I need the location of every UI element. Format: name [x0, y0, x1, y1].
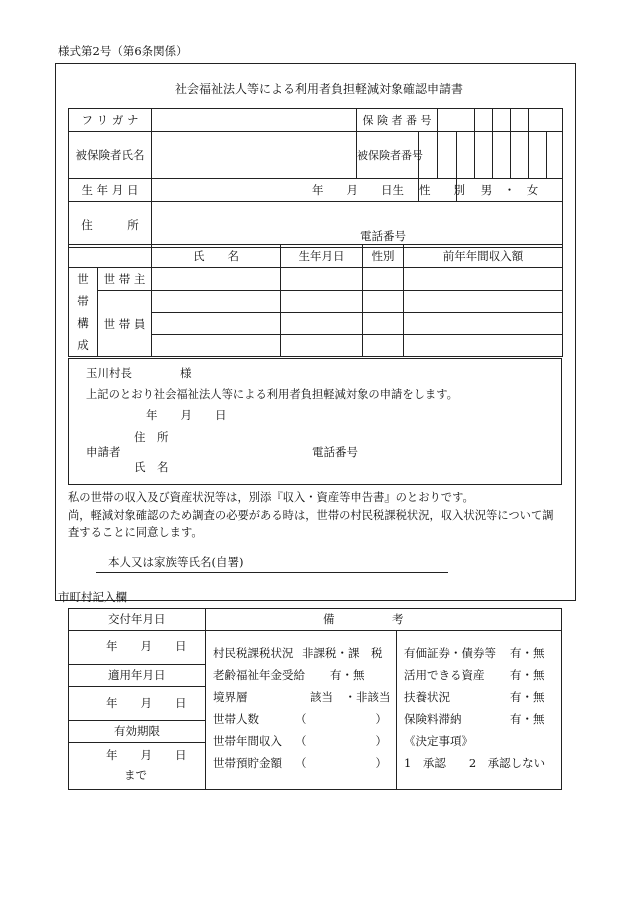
- addressee: 玉川村長: [86, 366, 132, 380]
- member-dob[interactable]: [281, 335, 363, 357]
- insured-info-table: [68, 108, 563, 248]
- municipal-heading: 市町村記入欄: [58, 590, 127, 604]
- consent-paragraph-2a: 尚，軽減対象確認のため調査の必要がある時は，世帯の村民税課税状況，収入状況等について調: [68, 509, 554, 522]
- household-head-dob[interactable]: [281, 268, 363, 291]
- applicant-phone-label: 電話番号: [312, 445, 358, 459]
- valid-period-field[interactable]: 年 月 日: [106, 748, 187, 762]
- insured-name-label: 被保険者氏名: [69, 132, 152, 179]
- addressee-honorific: 様: [180, 366, 192, 380]
- date-row-line: [68, 686, 205, 687]
- remark-right-value[interactable]: 有・無: [510, 690, 545, 704]
- application-date[interactable]: 年 月 日: [146, 408, 227, 422]
- remark-left-value[interactable]: 非課税・課 税: [302, 646, 383, 660]
- remarks-heading: 備 考: [323, 612, 404, 626]
- sex-field[interactable]: 男 ・ 女: [457, 179, 563, 202]
- household-head-name[interactable]: [152, 268, 281, 291]
- remark-left-value[interactable]: （ ）: [295, 712, 387, 726]
- insurer-number-field[interactable]: [438, 109, 475, 132]
- insurer-digit[interactable]: [493, 109, 511, 132]
- consent-paragraph-1: 私の世帯の収入及び資産状況等は，別添『収入・資産等申告書』のとおりです。: [68, 491, 474, 504]
- insured-name-field[interactable]: [152, 132, 357, 179]
- member-sex[interactable]: [363, 291, 404, 313]
- insured-digit[interactable]: [547, 132, 563, 179]
- col-income: 前年年間収入額: [404, 245, 563, 268]
- dob-field[interactable]: 年 月 日生: [152, 179, 419, 202]
- household-head-label: 世 帯 主: [98, 268, 152, 291]
- issue-date-field[interactable]: 年 月 日: [106, 639, 187, 653]
- insured-digit[interactable]: [493, 132, 511, 179]
- col-dob: 生年月日: [281, 245, 363, 268]
- applicant-address-label: 住 所: [134, 430, 169, 444]
- application-statement: 上記のとおり社会福祉法人等による利用者負担軽減対象の申請をします。: [86, 388, 458, 401]
- col-sex: 性別: [363, 245, 404, 268]
- sex-label: 性 別: [419, 179, 457, 202]
- remark-left-label: 境界層: [213, 690, 248, 704]
- remark-right-value[interactable]: 有・無: [510, 668, 545, 682]
- remark-left-label: 世帯年間収入: [213, 734, 282, 748]
- valid-period-label: 有効期限: [114, 724, 160, 738]
- remark-left-label: 老齢福祉年金受給: [213, 668, 305, 682]
- remark-right-label: 活用できる資産: [404, 668, 485, 682]
- member-sex[interactable]: [363, 313, 404, 335]
- address-field[interactable]: [152, 202, 563, 248]
- applicant-name-label: 氏 名: [134, 460, 169, 474]
- municipal-divider: [205, 608, 206, 790]
- applicant-label: 申請者: [86, 445, 121, 459]
- form-title: 社会福祉法人等による利用者負担軽減対象確認申請書: [175, 82, 464, 96]
- remark-left-value[interactable]: （ ）: [295, 756, 387, 770]
- date-row-line: [68, 664, 205, 665]
- insurer-digit[interactable]: [475, 109, 493, 132]
- household-head-sex[interactable]: [363, 268, 404, 291]
- member-dob[interactable]: [281, 291, 363, 313]
- until-label: まで: [124, 768, 147, 782]
- remark-left-label: 村民税課税状況: [213, 646, 294, 660]
- consent-paragraph-2b: 査することに同意します。: [68, 526, 203, 539]
- address-label: 住 所: [69, 202, 152, 248]
- household-member-label: 世 帯 員: [98, 291, 152, 357]
- insured-digit[interactable]: [529, 132, 547, 179]
- member-name[interactable]: [152, 335, 281, 357]
- signature-label: 本人又は家族等氏名(自署): [108, 555, 244, 569]
- remark-left-value[interactable]: 有・無: [330, 668, 365, 682]
- member-income[interactable]: [404, 335, 563, 357]
- remark-right-value[interactable]: 有・無: [510, 712, 545, 726]
- furigana-field[interactable]: [152, 109, 357, 132]
- member-income[interactable]: [404, 313, 563, 335]
- insurer-digit[interactable]: [529, 109, 563, 132]
- remark-left-value[interactable]: （ ）: [295, 734, 387, 748]
- member-name[interactable]: [152, 291, 281, 313]
- dob-label: 生 年 月 日: [69, 179, 152, 202]
- form-number: 様式第2号（第6条関係）: [58, 44, 188, 58]
- insurer-number-label: 保 険 者 番 号: [357, 109, 438, 132]
- insured-digit[interactable]: [457, 132, 475, 179]
- member-sex[interactable]: [363, 335, 404, 357]
- insured-number-label: 被保険者番号: [357, 132, 419, 179]
- insured-digit[interactable]: [475, 132, 493, 179]
- remark-left-label: 世帯預貯金額: [213, 756, 282, 770]
- remark-right-label: 保険料滞納: [404, 712, 462, 726]
- household-table: [68, 244, 563, 357]
- member-dob[interactable]: [281, 313, 363, 335]
- decision-options[interactable]: 1 承認 2 承認しない: [404, 756, 546, 770]
- remark-right-label: 扶養状況: [404, 690, 450, 704]
- household-section-label: 世 帯 構 成: [69, 268, 98, 357]
- date-row-line: [68, 742, 205, 743]
- insured-digit[interactable]: [438, 132, 457, 179]
- decision-heading: 《決定事項》: [404, 734, 473, 748]
- furigana-label: フ リ ガ ナ: [69, 109, 152, 132]
- member-income[interactable]: [404, 291, 563, 313]
- signature-line[interactable]: [96, 572, 448, 573]
- applicable-date-label: 適用年月日: [108, 668, 166, 682]
- member-name[interactable]: [152, 313, 281, 335]
- remark-left-value[interactable]: 該当 ・非該当: [310, 690, 391, 704]
- remark-left-label: 世帯人数: [213, 712, 259, 726]
- date-row-line: [68, 720, 205, 721]
- insurer-digit[interactable]: [511, 109, 529, 132]
- remarks-divider: [396, 630, 397, 790]
- col-name: 氏 名: [152, 245, 281, 268]
- applicable-date-field[interactable]: 年 月 日: [106, 696, 187, 710]
- household-header-blank: [69, 245, 152, 268]
- remark-right-label: 有価証券・債券等: [404, 646, 496, 660]
- municipal-header-line: [68, 630, 562, 631]
- phone-label: 電話番号: [360, 229, 406, 243]
- insured-digit[interactable]: [511, 132, 529, 179]
- issue-date-label: 交付年月日: [108, 612, 166, 626]
- remark-right-value[interactable]: 有・無: [510, 646, 545, 660]
- household-head-income[interactable]: [404, 268, 563, 291]
